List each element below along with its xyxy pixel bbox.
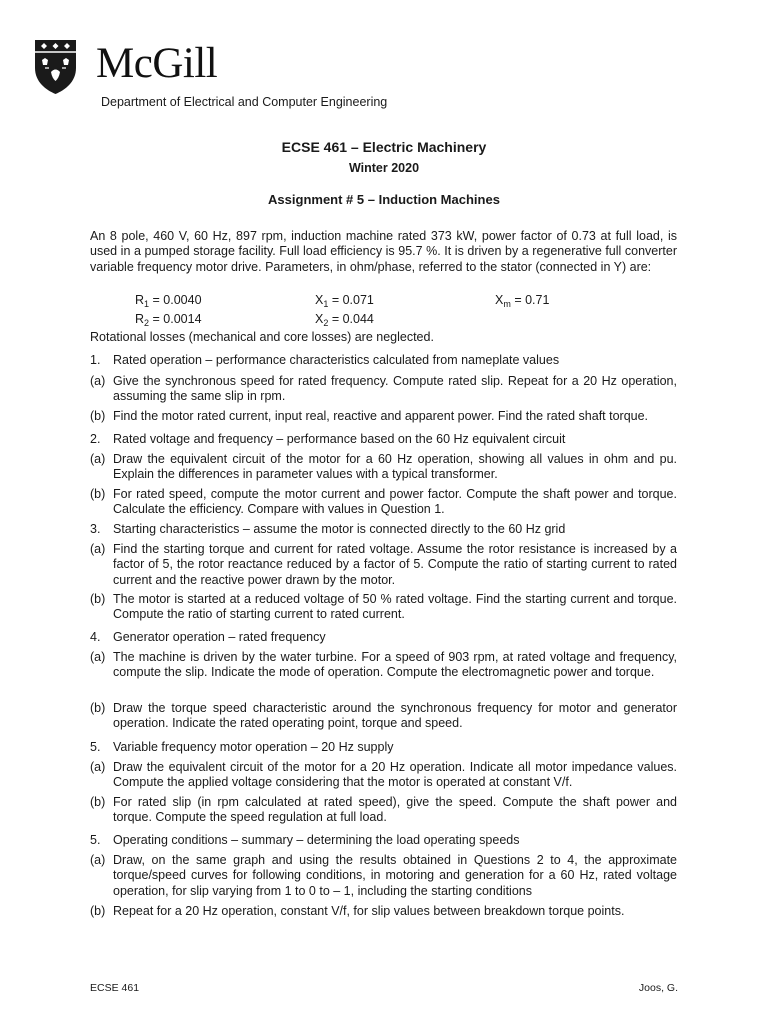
item-label: (b) [90, 701, 106, 715]
param-xm-value: = 0.71 [510, 293, 550, 307]
assignment-title: Assignment # 5 – Induction Machines [268, 192, 500, 207]
intro-paragraph: An 8 pole, 460 V, 60 Hz, 897 rpm, induction machine rated 373 kW, power factor of 0.73 at full load, is used in a pumped storage facility. Full load efficiency is 95.7 %. It is driven by a regenerative full converter variable frequency motor drive. Parameters, in ohm/phase, referred to the stator (connected in Y) are: [90, 229, 677, 274]
item-label: 1. [90, 353, 101, 367]
item-text: Starting characteristics – assume the motor is connected directly to the 60 Hz grid [113, 522, 566, 536]
item-label: (a) [90, 374, 106, 388]
term-title: Winter 2020 [348, 161, 420, 175]
item-label: (a) [90, 650, 106, 664]
item-text: Draw the equivalent circuit of the motor for a 20 Hz operation. Indicate all motor impedance values. Compute the applied voltage considering that the motor is operated at constant V/f. [113, 760, 677, 790]
item-text: The machine is driven by the water turbine. For a speed of 903 rpm, at rated voltage and frequency, compute the slip. Indicate the mode of operation. Compute the electromagnetic power and torque. [113, 650, 677, 680]
footer-course-code: ECSE 461 [90, 982, 140, 994]
param-r2 [135, 312, 202, 327]
item-text: The motor is started at a reduced voltage of 50 % rated voltage. Find the starting current and torque. Compute the ratio of starting current to rated current. [113, 592, 677, 622]
item-text: Operating conditions – summary – determining the load operating speeds [113, 833, 520, 847]
item-label: (b) [90, 795, 106, 809]
item-text: Generator operation – rated frequency [113, 630, 326, 644]
item-text: Give the synchronous speed for rated frequency. Compute rated slip. Repeat for a 20 Hz operation, assuming the same slip in rpm. [113, 374, 677, 404]
question-3a [90, 542, 677, 588]
item-text: For rated slip (in rpm calculated at rated speed), give the speed. Compute the shaft power and torque. Compute the speed regulation at full load. [113, 795, 677, 825]
item-text: Rated operation – performance characteristics calculated from nameplate values [113, 353, 560, 367]
param-xm-sub: m [503, 299, 511, 309]
item-text: Draw the torque speed characteristic around the synchronous frequency for motor and generator operation. Indicate the rated operating point, torque and speed. [113, 701, 677, 731]
question-6b [90, 904, 677, 919]
question-3-heading [90, 522, 677, 537]
item-label: (b) [90, 409, 106, 423]
item-label: (b) [90, 487, 106, 501]
param-x2-sub: 2 [323, 318, 329, 328]
item-label: (a) [90, 452, 106, 466]
item-text: For rated speed, compute the motor current and power factor. Compute the shaft power and torque. Calculate the efficiency. Compare with values in Question 1. [113, 487, 677, 517]
question-5-heading [90, 740, 677, 755]
question-5b [90, 795, 677, 826]
param-r1-sub: 1 [144, 299, 150, 309]
department-name: Department of Electrical and Computer Engineering [101, 95, 388, 109]
question-4b [90, 701, 677, 732]
item-label: (a) [90, 853, 106, 867]
question-1b [90, 409, 677, 424]
param-r1-value: = 0.0040 [149, 293, 202, 307]
question-3b [90, 592, 677, 623]
item-label: 4. [90, 630, 101, 644]
item-text: Find the starting torque and current for rated voltage. Assume the rotor resistance is increased by a factor of 5, the rotor reactance reduced by a factor of 5. Compute the ratio of starting current to rated current and the reactive power drawn by the motor. [113, 542, 677, 587]
param-x2-value: = 0.044 [328, 312, 374, 326]
question-6a [90, 853, 677, 899]
param-x2-symbol: X [315, 312, 324, 326]
question-5a [90, 760, 677, 791]
item-text: Find the motor rated current, input real, reactive and apparent power. Find the rated shaft torque. [113, 409, 649, 423]
param-x1-sub: 1 [323, 299, 329, 309]
param-xm [495, 293, 549, 308]
footer-author: Joos, G. [638, 982, 678, 994]
item-label: (a) [90, 542, 106, 556]
item-text: Repeat for a 20 Hz operation, constant V/f, for slip values between breakdown torque points. [113, 904, 625, 918]
question-6-heading [90, 833, 677, 848]
item-text: Rated voltage and frequency – performance based on the 60 Hz equivalent circuit [113, 432, 566, 446]
param-x1 [315, 293, 374, 308]
mcgill-crest-logo [33, 38, 78, 95]
rotational-losses-note: Rotational losses (mechanical and core losses) are neglected. [90, 330, 434, 344]
item-text: Variable frequency motor operation – 20 Hz supply [113, 740, 394, 754]
question-1a [90, 374, 677, 405]
item-text: Draw the equivalent circuit of the motor for a 60 Hz operation, showing all values in ohm and pu. Explain the differences in parameter values with a typical transformer. [113, 452, 677, 482]
question-4a [90, 650, 677, 681]
item-label: (a) [90, 760, 106, 774]
param-x1-value: = 0.071 [328, 293, 374, 307]
question-2b [90, 487, 677, 518]
param-xm-symbol: X [495, 293, 504, 307]
question-1-heading [90, 353, 677, 368]
question-2-heading [90, 432, 677, 447]
param-x1-symbol: X [315, 293, 324, 307]
brand-name: McGill [96, 40, 218, 87]
param-x2 [315, 312, 374, 327]
param-r1-symbol: R [135, 293, 145, 307]
item-text: Draw, on the same graph and using the results obtained in Questions 2 to 4, the approximate torque/speed curves for following conditions, in motoring and generation for a 60 Hz, rated voltage operation, for slip varying from 1 to 0 to – 1, including the starting conditions [113, 853, 677, 898]
item-label: 3. [90, 522, 101, 536]
param-r2-sub: 2 [144, 318, 150, 328]
item-label: (b) [90, 904, 106, 918]
item-label: 5. [90, 833, 101, 847]
question-4-heading [90, 630, 677, 645]
item-label: 2. [90, 432, 101, 446]
course-title: ECSE 461 – Electric Machinery [281, 139, 487, 155]
question-2a [90, 452, 677, 483]
item-label: (b) [90, 592, 106, 606]
item-label: 5. [90, 740, 101, 754]
param-r1 [135, 293, 202, 308]
param-r2-symbol: R [135, 312, 145, 326]
param-r2-value: = 0.0014 [149, 312, 202, 326]
